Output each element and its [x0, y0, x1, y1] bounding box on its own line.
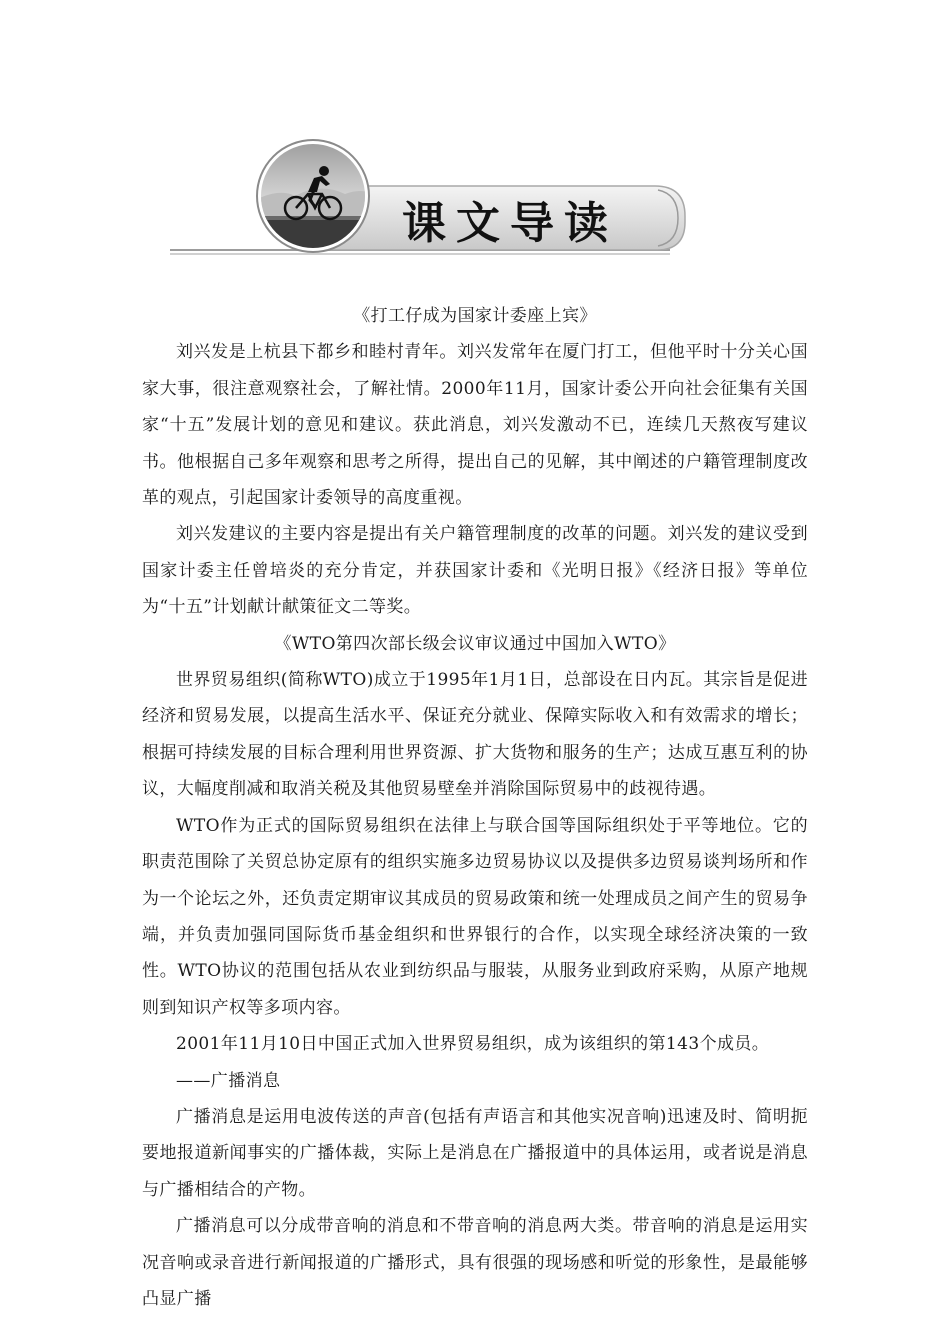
section-banner: [170, 138, 690, 268]
paragraph: 广播消息可以分成带音响的消息和不带音响的消息两大类。带音响的消息是运用实况音响或录音进行新闻报道的广播形式，具有很强的现场感和听觉的形象性，是最能够凸显广播: [142, 1216, 808, 1309]
section-title: 《打工仔成为国家计委座上宾》: [353, 306, 597, 326]
paragraph: 刘兴发是上杭县下都乡和睦村青年。刘兴发常年在厦门打工，但他平时十分关心国家大事，很注意观察社会，了解社情。2000年11月，国家计委公开向社会征集有关国家“十五”发展计划的意见和建议。获此消息，刘兴发激动不已，连续几天熬夜写建议书。他根据自己多年观察和思考之所得，提出自己的见解，其中阐述的户籍管理制度改革的观点，引起国家计委领导的高度重视。: [142, 342, 808, 509]
paragraph: 2001年11月10日中国正式加入世界贸易组织，成为该组织的第143个成员。: [176, 1034, 770, 1055]
section-title: 《WTO第四次部长级会议审议通过中国加入WTO》: [274, 633, 676, 654]
paragraph: 世界贸易组织(简称WTO)成立于1995年1月1日，总部设在日内瓦。其宗旨是促进经济和贸易发展，以提高生活水平、保证充分就业、保障实际收入和有效需求的增长；根据可持续发展的目标合理利用世界资源、扩大货物和服务的生产；达成互惠互利的协议，大幅度削减和取消关税及其他贸易壁垒并消除国际贸易中的歧视待遇。: [142, 670, 808, 800]
banner-title: 课文导读: [402, 198, 618, 249]
section-title: ——广播消息: [176, 1070, 281, 1091]
article-body: [142, 298, 808, 1317]
paragraph: WTO作为正式的国际贸易组织在法律上与联合国等国际组织处于平等地位。它的职责范围除了关贸总协定原有的组织实施多边贸易协议以及提供多边贸易谈判场所和作为一个论坛之外，还负责定期审议其成员的贸易政策和统一处理成员之间产生的贸易争端，并负责加强同国际货币基金组织和世界银行的合作，以实现全球经济决策的一致性。WTO协议的范围包括从农业到纺织品与服装，从服务业到政府采购，从原产地规则到知识产权等多项内容。: [142, 815, 808, 1018]
paragraph: 广播消息是运用电波传送的声音(包括有声语言和其他实况音响)迅速及时、简明扼要地报道新闻事实的广播体裁，实际上是消息在广播报道中的具体运用，或者说是消息与广播相结合的产物。: [142, 1106, 808, 1200]
paragraph: 刘兴发建议的主要内容是提出有关户籍管理制度的改革的问题。刘兴发的建议受到国家计委主任曾培炎的充分肯定，并获国家计委和《光明日报》《经济日报》等单位为“十五”计划献计献策征文二等奖。: [142, 524, 808, 618]
cyclist-icon: [170, 138, 690, 268]
